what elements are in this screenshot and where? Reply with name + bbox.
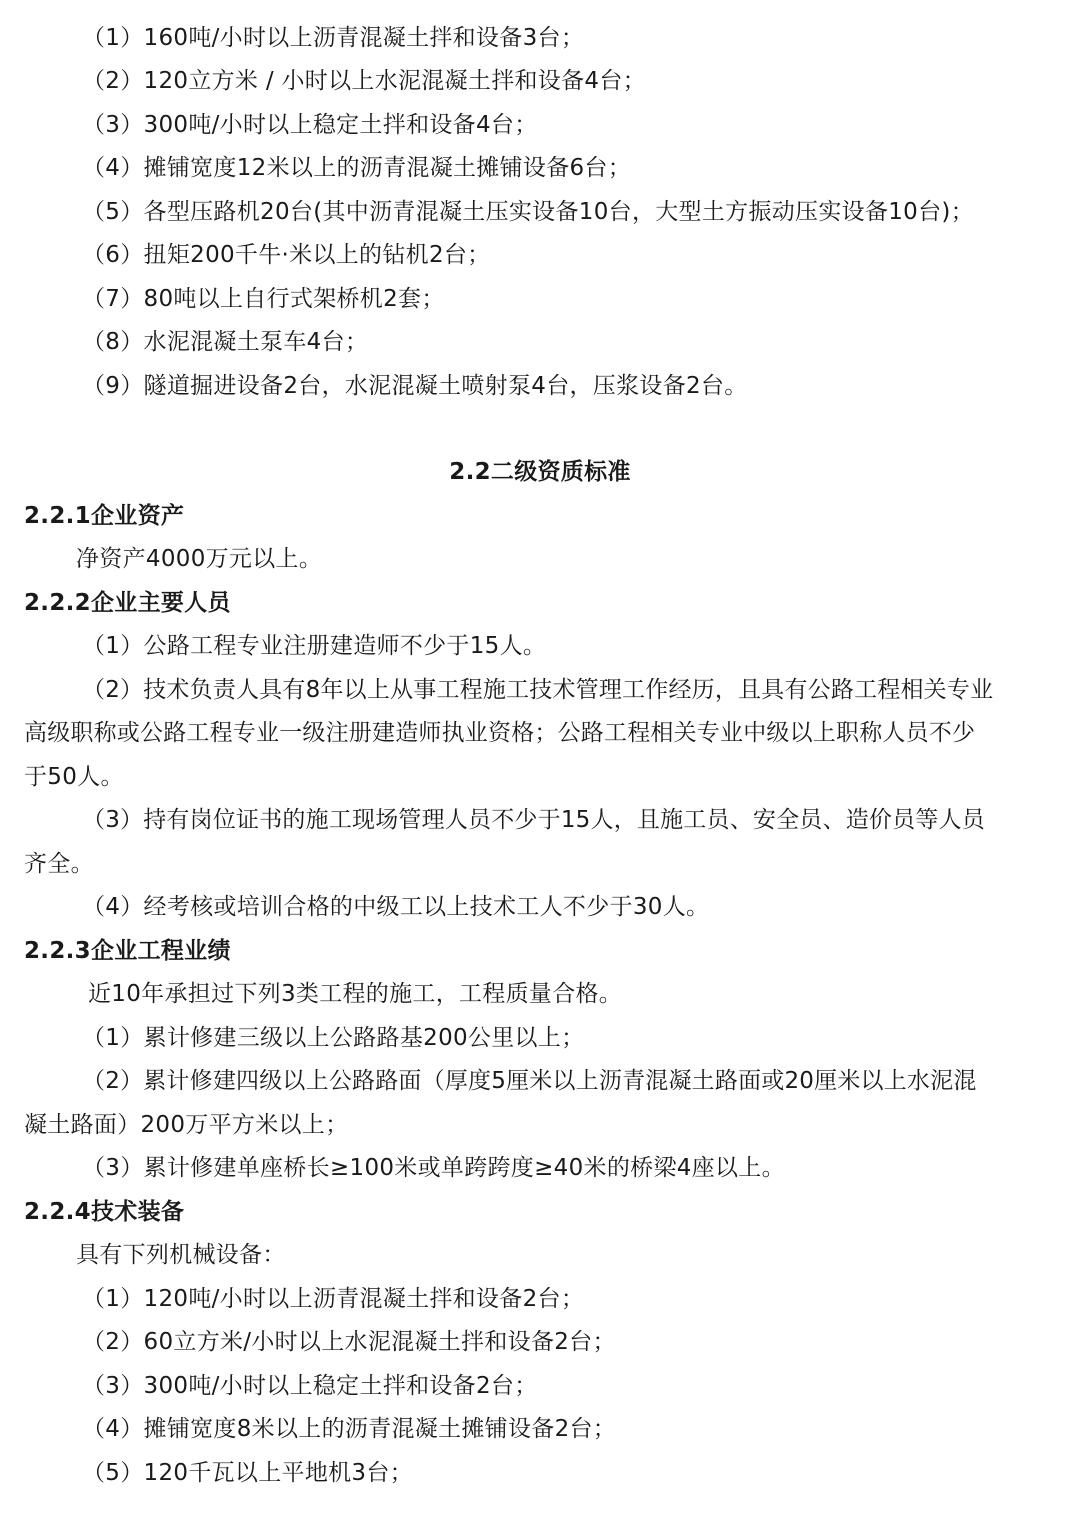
list-item: （5）120千瓦以上平地机3台； <box>82 1460 413 1486</box>
list-item: （2）累计修建四级以上公路路面（厚度5厘米以上沥青混凝土路面或20厘米以上水泥混 <box>82 1068 977 1094</box>
list-item: （2）120立方米 / 小时以上水泥混凝土拌和设备4台； <box>82 68 646 94</box>
list-item: （2）技术负责人具有8年以上从事工程施工技术管理工作经历，且具有公路工程相关专业 <box>82 677 994 703</box>
list-item: （6）扭矩200千牛·米以上的钻机2台； <box>82 242 491 268</box>
list-item: （4）摊铺宽度12米以上的沥青混凝土摊铺设备6台； <box>82 155 632 181</box>
section-title: 2.2二级资质标准 <box>449 459 631 485</box>
paragraph: 近10年承担过下列3类工程的施工，工程质量合格。 <box>88 981 623 1007</box>
subsection-heading: 2.2.3企业工程业绩 <box>24 938 231 964</box>
subsection-heading: 2.2.2企业主要人员 <box>24 590 231 616</box>
list-item: （1）160吨/小时以上沥青混凝土拌和设备3台； <box>82 25 585 51</box>
list-item: （4）摊铺宽度8米以上的沥青混凝土摊铺设备2台； <box>82 1416 617 1442</box>
subsection-heading: 2.2.4技术装备 <box>24 1199 185 1225</box>
list-item-continuation: 高级职称或公路工程专业一级注册建造师执业资格；公路工程相关专业中级以上职称人员不少 <box>24 720 976 746</box>
list-item: （1）120吨/小时以上沥青混凝土拌和设备2台； <box>82 1286 585 1312</box>
list-item: （4）经考核或培训合格的中级工以上技术工人不少于30人。 <box>82 894 710 920</box>
list-item: （3）300吨/小时以上稳定土拌和设备2台； <box>82 1373 538 1399</box>
list-item-continuation: 于50人。 <box>24 764 124 790</box>
list-item: （9）隧道掘进设备2台，水泥混凝土喷射泵4台，压浆设备2台。 <box>82 373 748 399</box>
list-item: （1）公路工程专业注册建造师不少于15人。 <box>82 633 547 659</box>
list-item: （3）累计修建单座桥长≥100米或单跨跨度≥40米的桥梁4座以上。 <box>82 1155 785 1181</box>
list-item: （1）累计修建三级以上公路路基200公里以上； <box>82 1025 585 1051</box>
list-item-continuation: 齐全。 <box>24 851 94 877</box>
list-item: （3）300吨/小时以上稳定土拌和设备4台； <box>82 112 538 138</box>
list-item: （7）80吨以上自行式架桥机2套； <box>82 286 445 312</box>
list-item-continuation: 凝土路面）200万平方米以上； <box>24 1112 349 1138</box>
paragraph: 具有下列机械设备： <box>76 1242 286 1268</box>
subsection-heading: 2.2.1企业资产 <box>24 503 185 529</box>
list-item: （2）60立方米/小时以上水泥混凝土拌和设备2台； <box>82 1329 616 1355</box>
list-item: （8）水泥混凝土泵车4台； <box>82 329 369 355</box>
paragraph: 净资产4000万元以上。 <box>76 546 323 572</box>
list-item: （5）各型压路机20台(其中沥青混凝土压实设备10台，大型土方振动压实设备10台)； <box>82 199 974 225</box>
list-item: （3）持有岗位证书的施工现场管理人员不少于15人，且施工员、安全员、造价员等人员 <box>82 807 985 833</box>
